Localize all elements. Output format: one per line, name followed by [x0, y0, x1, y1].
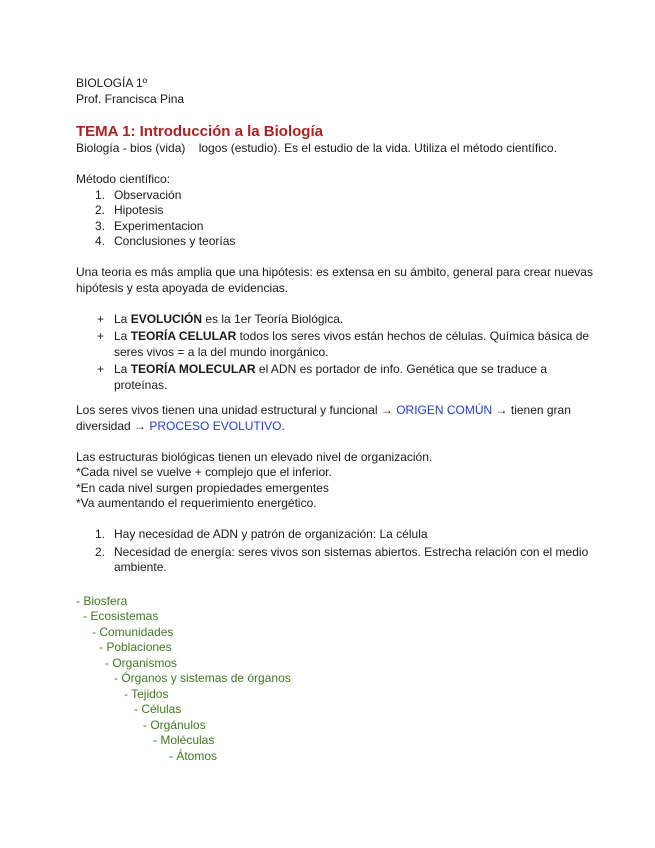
hierarchy-level: - Átomos: [169, 748, 218, 763]
course-header: BIOLOGÍA 1º: [76, 76, 148, 90]
theories-list: [76, 312, 595, 394]
hierarchy-level: - Moléculas: [153, 733, 215, 747]
unity-paragraph: Los seres vivos tienen una unidad estructural y funcional → ORIGEN COMÚN → tienen gran diversidad → PROCESO EVOLUTIVO.: [76, 403, 571, 433]
hierarchy-level: - Órganos y sistemas de órganos: [114, 671, 291, 685]
hierarchy-level: - Ecosistemas: [83, 609, 159, 623]
hierarchy-level: - Comunidades: [92, 624, 174, 639]
requirements-list: [76, 527, 595, 576]
page-title: TEMA 1: Introducción a la Biología: [76, 123, 323, 140]
intro-paragraph: Biología - bios (vida) logos (estudio). Es el estudio de la vida. Utiliza el método científico.: [76, 141, 557, 155]
organization-line: Las estructuras biológicas tienen un elevado nivel de organización.: [76, 449, 433, 464]
organization-line: *Va aumentando el requerimiento energético.: [76, 496, 317, 510]
organization-line: *Cada nivel se vuelve + complejo que el inferior.: [76, 465, 332, 479]
organization-line: *En cada nivel surgen propiedades emergentes: [76, 480, 329, 495]
organization-hierarchy: [76, 594, 595, 765]
hierarchy-level: - Células: [134, 702, 182, 716]
list-item: 3. Experimentacion: [95, 218, 204, 233]
list-item: 1. Observación: [95, 187, 182, 202]
list-item: + La EVOLUCIÓN es la 1er Teoría Biológica.: [97, 311, 344, 326]
proceso-evolutivo-highlight: PROCESO EVOLUTIVO: [149, 418, 282, 433]
hierarchy-level: - Biosfera: [76, 593, 128, 608]
professor-name: Prof. Francisca Pina: [76, 91, 185, 106]
list-item: 4. Conclusiones y teorías: [95, 234, 236, 248]
origen-comun-highlight: ORIGEN COMÚN: [396, 403, 493, 417]
method-steps-list: [76, 188, 595, 250]
hierarchy-level: - Orgánulos: [143, 717, 206, 732]
list-item: 1. Hay necesidad de ADN y patrón de organización: La célula: [95, 527, 428, 541]
hierarchy-level: - Tejidos: [124, 686, 169, 701]
hierarchy-level: - Poblaciones: [99, 640, 172, 654]
method-heading: Método científico:: [76, 172, 171, 186]
theory-paragraph: Una teoria es más amplia que una hipótesis: es extensa en su ámbito, general para crear nuevas hipótesis y esta apoyada de evidencias.: [76, 265, 593, 295]
list-item: 2. Necesidad de energía: seres vivos son sistemas abiertos. Estrecha relación con el medio ambiente.: [95, 544, 589, 574]
list-item: 2. Hipotesis: [95, 203, 164, 217]
hierarchy-level: - Organismos: [105, 655, 178, 670]
list-item: + La TEORÍA CELULAR todos los seres vivos están hechos de células. Química básica de seres vivos = a la del mundo inorgánico.: [97, 329, 590, 359]
list-item: + La TEORÍA MOLECULAR el ADN es portador de info. Genética que se traduce a proteínas.: [97, 362, 548, 392]
